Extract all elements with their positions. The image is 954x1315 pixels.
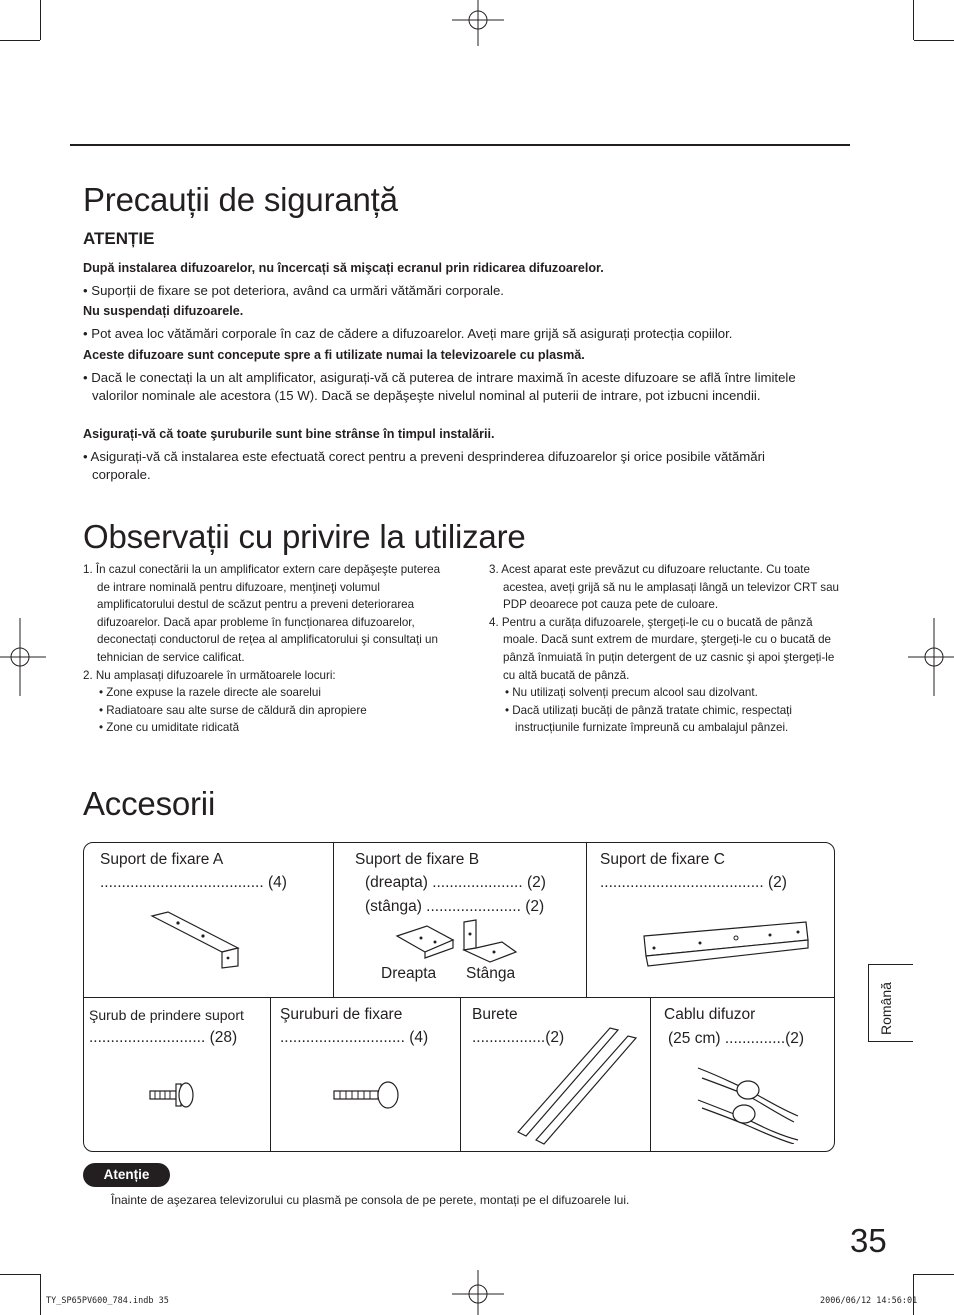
accessory-c-qty: ...................................... (2) xyxy=(600,874,787,891)
language-tab-label: Română xyxy=(878,982,894,1035)
language-tab xyxy=(868,964,913,1042)
precaution-bold: După instalarea difuzoarelor, nu încercați să mişcați ecranul prin ridicarea difuzoarelor. xyxy=(83,261,604,275)
precaution-bold: Nu suspendați difuzoarele. xyxy=(83,304,244,318)
precaution-bullet: • Asigurați-vă că instalarea este efectuată corect pentru a preveni desprinderea difuzoarelor şi orice posibile vătămări corporale. xyxy=(83,449,765,482)
usage-note-2-sub: • Radiatoare sau alte surse de căldură din apropiere xyxy=(99,703,367,717)
fixing-screw-icon xyxy=(332,1080,402,1110)
precaution-bullet: • Pot avea loc vătămări corporale în caz de cădere a difuzoarelor. Aveți mare grijă să asigurați protecția copiilor. xyxy=(83,326,733,341)
table-divider xyxy=(460,997,461,1152)
usage-note-3: 3. Acest aparat este prevăzut cu difuzoare reluctante. Cu toate acestea, aveți grijă să nu le amplasați lângă un televizor CRT sau PDP deoarece pot cauza pete de culoare. xyxy=(489,563,839,612)
caution-text: Înainte de aşezarea televizorului cu plasmă pe consola de pe perete, montați pe el difuzoarele lui. xyxy=(111,1193,630,1207)
bracket-a-icon xyxy=(148,908,243,970)
usage-note-4-sub: • Dacă utilizați bucăți de pânză tratate chimic, respectați instrucțiunile furnizate împreună cu ambalajul pânzei. xyxy=(505,703,792,735)
registration-mark-bottom xyxy=(452,1270,504,1315)
table-divider xyxy=(650,997,651,1152)
bracket-b-left-label: Stânga xyxy=(466,965,516,982)
bracket-c-icon xyxy=(640,918,815,970)
crop-mark xyxy=(914,40,954,41)
accessory-e-qty: ............................. (4) xyxy=(280,1029,429,1046)
footer-timestamp: 2006/06/12 14:56:01 xyxy=(820,1296,918,1306)
section-title-usage-notes: Observații cu privire la utilizare xyxy=(83,518,526,555)
usage-note-2-sub: • Zone cu umiditate ridicată xyxy=(99,721,240,735)
crop-mark xyxy=(40,1274,41,1315)
usage-notes-right-column xyxy=(489,561,839,737)
crop-mark xyxy=(913,0,914,40)
bracket-screw-icon xyxy=(148,1080,196,1110)
crop-mark xyxy=(914,1274,954,1275)
accessory-b-right-qty: (dreapta) ..................... (2) xyxy=(365,874,546,891)
top-rule xyxy=(70,144,850,146)
bracket-b-right-label: Dreapta xyxy=(381,965,437,982)
accessory-a-qty: ...................................... (4) xyxy=(100,874,287,891)
usage-note-2: 2. Nu amplasați difuzoarele în următoarele locuri: xyxy=(83,668,336,682)
accessory-f-qty: .................(2) xyxy=(472,1029,565,1046)
caution-badge: Atenție xyxy=(83,1163,170,1187)
table-divider xyxy=(270,997,271,1152)
accessory-g-qty: (25 cm) ..............(2) xyxy=(668,1030,805,1047)
section-title-accessories: Accesorii xyxy=(83,785,216,822)
speaker-cable-icon xyxy=(694,1060,804,1144)
registration-mark-top xyxy=(452,0,504,46)
bracket-b-left-icon xyxy=(460,918,520,966)
usage-note-4: 4. Pentru a curăța difuzoarele, ştergeți-le cu o bucată de pânză moale. Dacă sunt extrem de murdare, ştergeți-le cu o bucată de pânză înmuiată în puțin detergent de uz casnic şi apoi ştergeți-le cu altă bucată de pânză. xyxy=(489,615,835,682)
accessory-b-left-qty: (stânga) ...................... (2) xyxy=(365,898,545,915)
precaution-bullet: • Suporții de fixare se pot deteriora, având ca urmări vătămări corporale. xyxy=(83,283,504,298)
usage-notes-left-column xyxy=(83,561,443,737)
page-number: 35 xyxy=(850,1222,887,1259)
accessory-b-name: Suport de fixare B xyxy=(355,851,480,868)
registration-mark-left xyxy=(0,618,46,696)
table-divider xyxy=(586,843,587,997)
accessory-c-name: Suport de fixare C xyxy=(600,851,725,868)
usage-note-4-sub: • Nu utilizați solvenți precum alcool sau dizolvant. xyxy=(505,686,758,700)
usage-note-2-sub: • Zone expuse la razele directe ale soarelui xyxy=(99,686,321,700)
crop-mark xyxy=(913,1274,914,1315)
accessory-g-name: Cablu difuzor xyxy=(664,1006,756,1023)
accessory-d-name: Şurub de prindere suport xyxy=(89,1007,244,1023)
accessory-d-qty: ........................... (28) xyxy=(89,1029,238,1046)
footer-file-info: TY_SP65PV600_784.indb 35 xyxy=(46,1296,169,1306)
accessory-e-name: Şuruburi de fixare xyxy=(280,1006,403,1023)
crop-mark xyxy=(0,40,40,41)
section-title-precautions: Precauții de siguranță xyxy=(83,181,398,218)
accessory-f-name: Burete xyxy=(472,1006,518,1023)
precaution-bold: Asigurați-vă că toate şuruburile sunt bine strânse în timpul instalării. xyxy=(83,427,495,441)
bracket-b-right-icon xyxy=(395,922,457,960)
precaution-bold: Aceste difuzoare sunt concepute spre a fi utilizate numai la televizoarele cu plasmă. xyxy=(83,348,585,362)
usage-note-1: 1. În cazul conectării la un amplificator extern care depăşeşte puterea de intrare nominală pentru difuzoare, menţineţi volumul amplificatorului destul de scăzut pentru a preveni deteriorarea difuzoarelor. Dacă apar probleme în funcționarea difuzoarelor, deconectați conductorul de rețea al amplificatorului şi consultați un tehnician de service calificat. xyxy=(83,563,441,664)
registration-mark-right xyxy=(908,618,954,696)
warning-heading: ATENȚIE xyxy=(83,229,155,248)
sponge-icon xyxy=(512,1024,642,1146)
crop-mark xyxy=(40,0,41,40)
table-divider xyxy=(333,843,334,997)
accessory-a-name: Suport de fixare A xyxy=(100,851,224,868)
precaution-bullet: • Dacă le conectați la un alt amplificator, asigurați-vă că puterea de intrare maximă în aceste difuzoare se află între limitele valorilor nominale ale acestora (15 W). Dacă se depăşeşte nivelul nominal al puterii de intrare, pot izbucni incendii. xyxy=(83,370,796,403)
crop-mark xyxy=(0,1274,40,1275)
table-divider xyxy=(84,997,834,998)
